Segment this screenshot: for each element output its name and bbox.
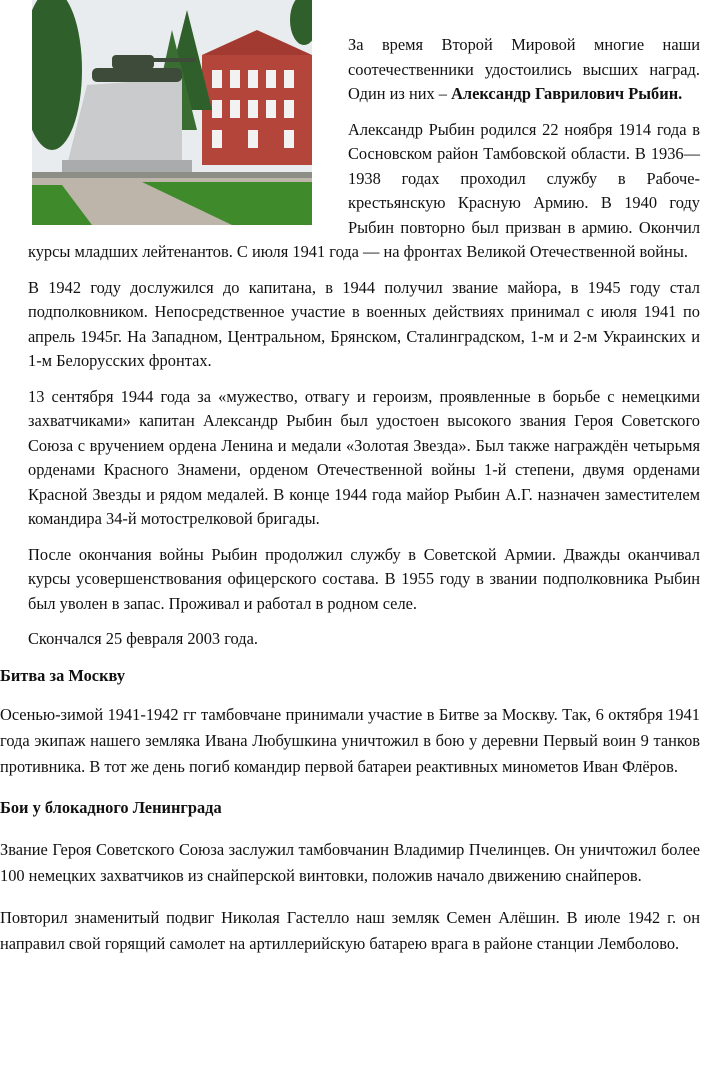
monument-photo <box>32 0 312 225</box>
section-heading-moscow: Битва за Москву <box>0 665 126 685</box>
moscow-paragraph: Осенью-зимой 1941-1942 гг тамбовчане принимали участие в Битве за Москву. Так, 6 октября 1941 года экипаж нашего земляка Ивана Любушкина уничтожил в бою у деревни Первый воин 9 танков противника. В тот же день погиб командир первой батареи реактивных минометов Иван Флёров. <box>0 705 700 776</box>
section-heading-leningrad: Бои у блокадного Ленинграда <box>0 798 222 817</box>
intro-text: За время Второй Мировой многие наши соотечественники удостоились высших наград. Один из них – <box>348 35 700 103</box>
leningrad-paragraph-2: Повторил знаменитый подвиг Николая Гастелло наш земляк Семен Алёшин. В июле 1942 г. он направил свой горящий самолет на артиллерийскую батарею врага в районе станции Лемболово. <box>0 907 700 953</box>
death-paragraph: Скончался 25 февраля 2003 года. <box>28 629 258 648</box>
career-paragraph: В 1942 году дослужился до капитана, в 1944 получил звание майора, в 1945 году стал подполковником. Непосредственное участие в военных действиях принимал с июля 1941 по апрель 1945г. На Западном, Центральном, Брянском, Сталинградском, 1-м и 2-м Украинских и 1-м Белорусских фронтах. <box>28 277 700 370</box>
hero-paragraph: 13 сентября 1944 года за «мужество, отвагу и героизм, проявленные в борьбе с немецкими захватчиками» капитан Александр Рыбин был удостоен высокого звания Героя Советского Союза с вручением ордена Ленина и медали «Золотая Звезда». Был также награждён четырьмя орденами Красного Знамени, орденом Отечественной войны 1-й степени, двумя орденами Красной Звезды и рядом медалей. В конце 1944 года майор Рыбин А.Г. назначен заместителем командира 34-й мотострелковой бригады. <box>28 386 700 528</box>
after-war-paragraph: После окончания войны Рыбин продолжил службу в Советской Армии. Дважды оканчивал курсы усовершенствования офицерского состава. В 1955 году в звании подполковника Рыбин был уволен в запас. Проживал и работал в родном селе. <box>28 544 700 613</box>
hero-name: Александр Гаврилович Рыбин. <box>451 84 683 103</box>
leningrad-paragraph-1: Звание Героя Советского Союза заслужил тамбовчанин Владимир Пчелинцев. Он уничтожил более 100 немецких захватчиков из снайперской винтовки, положив начало движению снайперов. <box>0 839 700 885</box>
bio-paragraph: Александр Рыбин родился 22 ноября 1914 года в Сосновском район Тамбовской области. В 1936—1938 годах проходил службу в Рабоче-крестьянскую Красную Армию. В 1940 году Рыбин повторно был призван в армию. Окончил курсы младших лейтенантов. С июля 1941 года — на фронтах Великой Отечественной войны. <box>28 119 700 261</box>
